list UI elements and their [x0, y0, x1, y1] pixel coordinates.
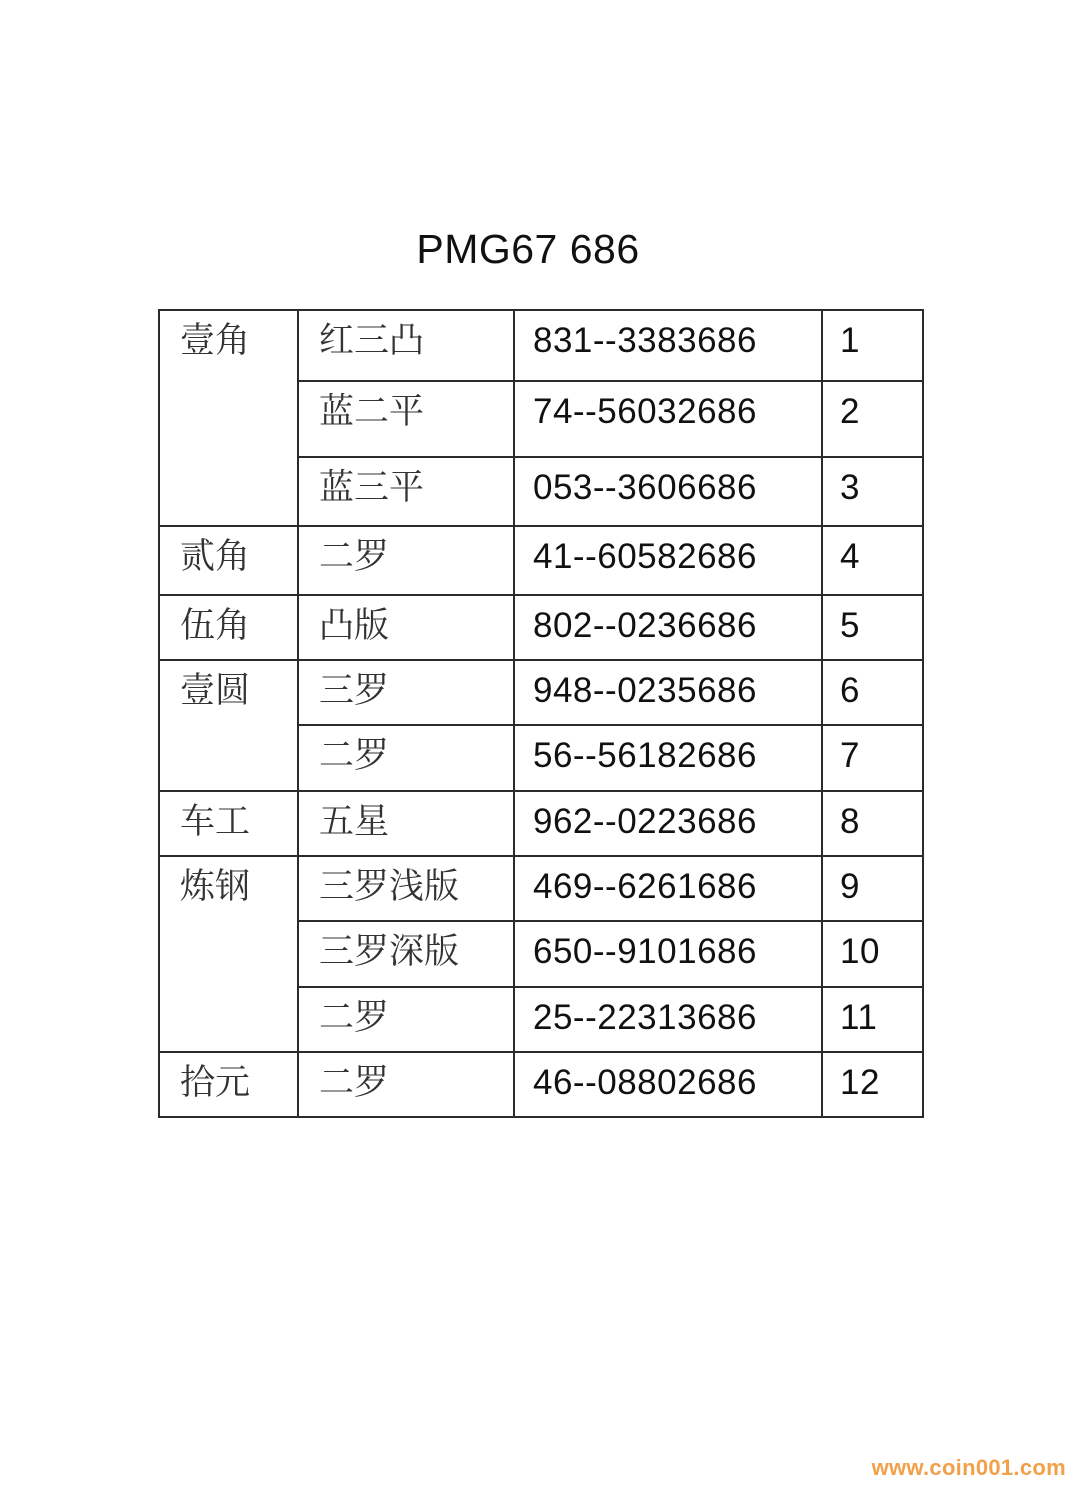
table-row	[159, 310, 923, 381]
index-cell: 12	[822, 1052, 923, 1117]
serial-cell: 74--56032686	[514, 381, 822, 457]
variant-cell: 三罗深版	[298, 921, 514, 987]
banknote-table	[158, 309, 924, 1118]
table-row	[159, 526, 923, 595]
variant-cell: 五星	[298, 791, 514, 856]
index-cell: 8	[822, 791, 923, 856]
serial-cell: 469--6261686	[514, 856, 822, 921]
index-cell: 7	[822, 725, 923, 791]
denomination-cell: 壹圆	[159, 660, 298, 791]
denomination-cell: 拾元	[159, 1052, 298, 1117]
index-cell: 1	[822, 310, 923, 381]
table-row	[159, 791, 923, 856]
denomination-cell: 伍角	[159, 595, 298, 660]
serial-cell: 25--22313686	[514, 987, 822, 1052]
serial-cell: 650--9101686	[514, 921, 822, 987]
serial-cell: 802--0236686	[514, 595, 822, 660]
index-cell: 10	[822, 921, 923, 987]
serial-cell: 46--08802686	[514, 1052, 822, 1117]
denomination-cell: 炼钢	[159, 856, 298, 1052]
serial-cell: 831--3383686	[514, 310, 822, 381]
variant-cell: 三罗	[298, 660, 514, 725]
denomination-cell: 贰角	[159, 526, 298, 595]
serial-cell: 41--60582686	[514, 526, 822, 595]
table-row	[159, 856, 923, 921]
variant-cell: 二罗	[298, 526, 514, 595]
table-row	[159, 1052, 923, 1117]
table-row	[159, 595, 923, 660]
table-row	[159, 660, 923, 725]
variant-cell: 凸版	[298, 595, 514, 660]
denomination-cell: 壹角	[159, 310, 298, 526]
serial-cell: 962--0223686	[514, 791, 822, 856]
index-cell: 11	[822, 987, 923, 1052]
serial-cell: 053--3606686	[514, 457, 822, 526]
variant-cell: 红三凸	[298, 310, 514, 381]
variant-cell: 二罗	[298, 1052, 514, 1117]
variant-cell: 蓝二平	[298, 381, 514, 457]
index-cell: 9	[822, 856, 923, 921]
serial-cell: 56--56182686	[514, 725, 822, 791]
variant-cell: 二罗	[298, 725, 514, 791]
index-cell: 4	[822, 526, 923, 595]
serial-cell: 948--0235686	[514, 660, 822, 725]
document-title: PMG67 686	[416, 226, 640, 272]
index-cell: 5	[822, 595, 923, 660]
variant-cell: 二罗	[298, 987, 514, 1052]
index-cell: 6	[822, 660, 923, 725]
variant-cell: 蓝三平	[298, 457, 514, 526]
site-watermark: www.coin001.com	[871, 1455, 1066, 1480]
variant-cell: 三罗浅版	[298, 856, 514, 921]
index-cell: 2	[822, 381, 923, 457]
denomination-cell: 车工	[159, 791, 298, 856]
index-cell: 3	[822, 457, 923, 526]
